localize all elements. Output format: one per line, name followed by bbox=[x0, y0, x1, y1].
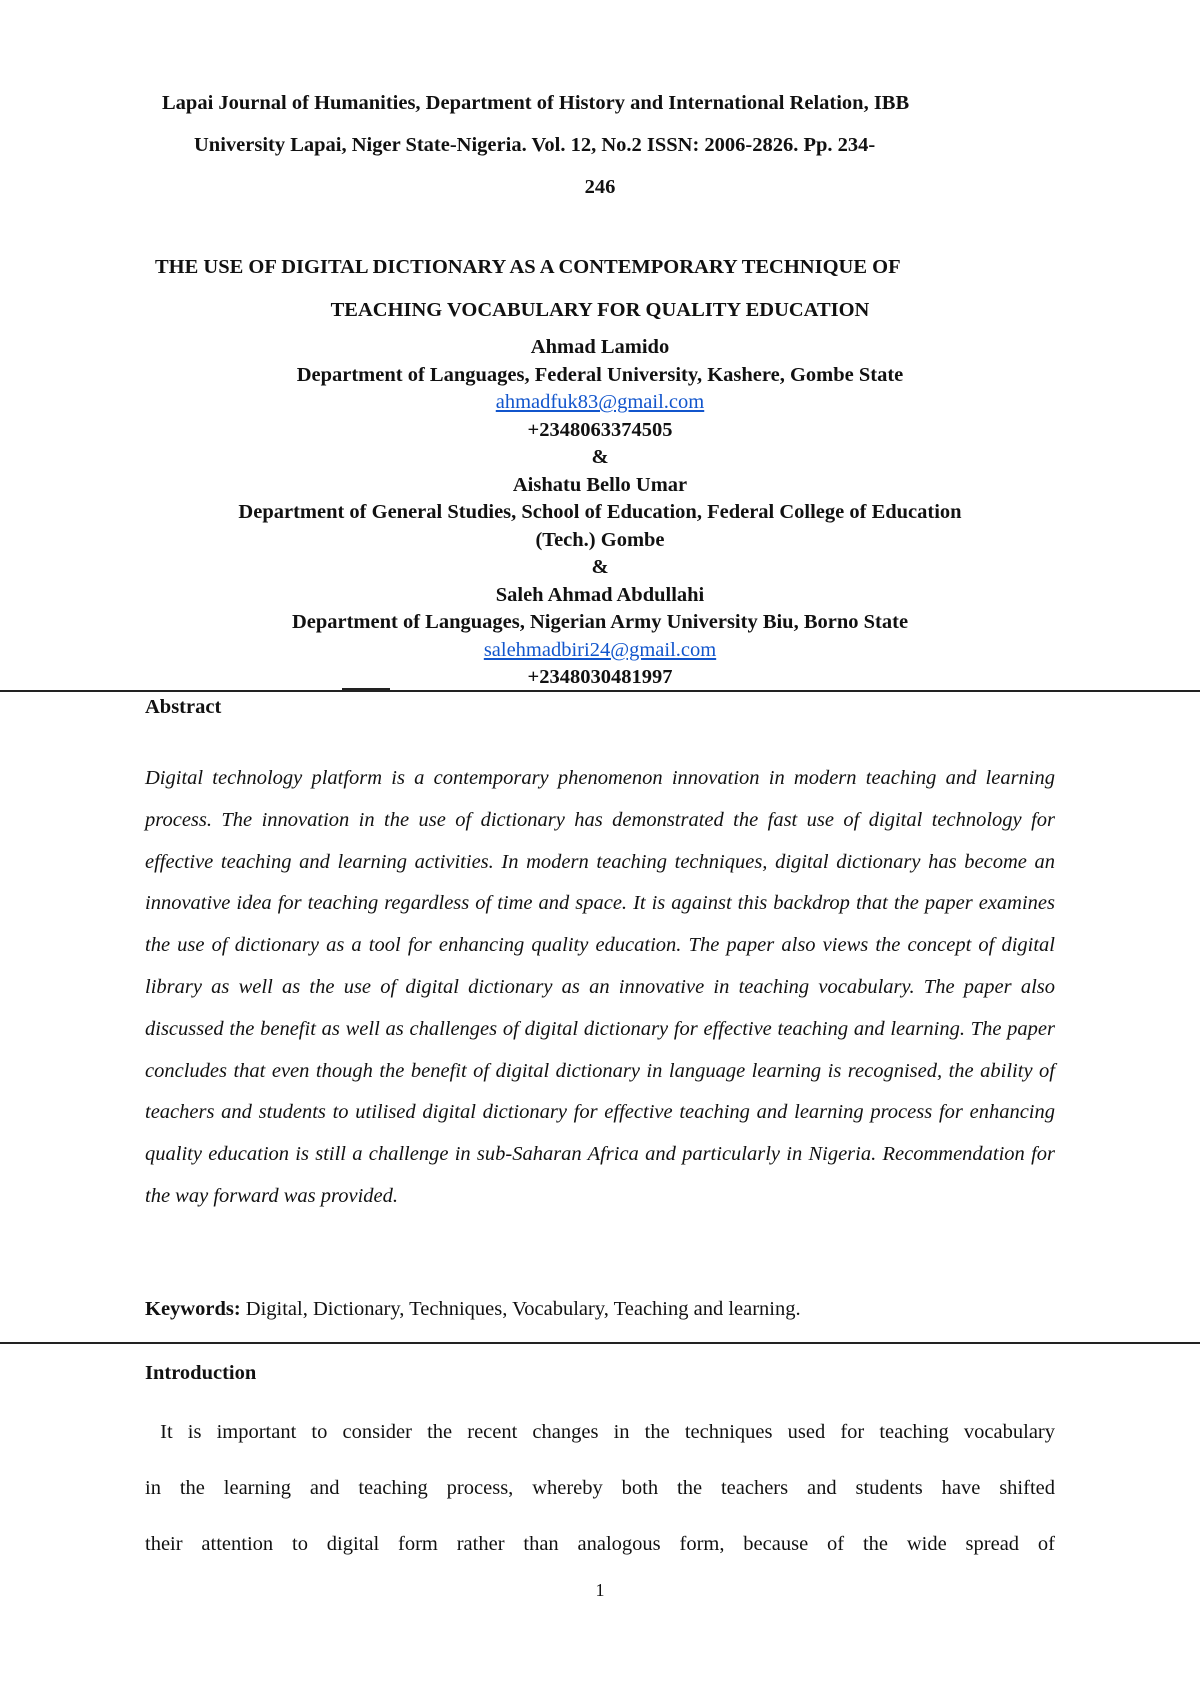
journal-header bbox=[120, 82, 1080, 208]
author-name: Saleh Ahmad Abdullahi bbox=[495, 583, 705, 606]
abstract-heading: Abstract bbox=[145, 696, 222, 718]
introduction-line: It is important to consider the recent changes in the techniques used for teaching vocabulary bbox=[145, 1421, 1055, 1443]
journal-line-3: 246 bbox=[584, 176, 616, 198]
author-phone: +2348063374505 bbox=[527, 418, 673, 441]
author-email-link[interactable]: salehmadbiri24@gmail.com bbox=[483, 638, 717, 661]
introduction-line: their attention to digital form rather than analogous form, because of the wide spread of bbox=[145, 1533, 1055, 1555]
divider-stub bbox=[342, 688, 390, 690]
keywords-text: Digital, Dictionary, Techniques, Vocabulary, Teaching and learning. bbox=[240, 1298, 801, 1320]
author-name: Ahmad Lamido bbox=[530, 336, 670, 358]
author-phone: +2348030481997 bbox=[527, 666, 673, 688]
bottom-divider bbox=[0, 1342, 1200, 1344]
author-name: Aishatu Bello Umar bbox=[512, 473, 688, 496]
author-block bbox=[120, 334, 1080, 692]
abstract-text: Digital technology platform is a contemporary phenomenon innovation in modern teaching and learning process. The innovation in the use of dictionary has demonstrated the fast use of digital technology for effective teaching and learning activities. In modern teaching techniques, digital dictionary has become an innovative idea for teaching regardless of time and space. It is against this backdrop that the paper examines the use of dictionary as a tool for enhancing quality education. The paper also views the concept of digital library as well as the use of digital dictionary as an innovative in teaching vocabulary. The paper also discussed the benefit as well as challenges of digital dictionary for effective teaching and learning. The paper concludes that even though the benefit of digital dictionary in language learning is recognised, the ability of teachers and students to utilised digital dictionary for effective teaching and learning process for enhancing quality education is still a challenge in sub-Saharan Africa and particularly in Nigeria. Recommendation for the way forward was provided. bbox=[145, 767, 1055, 1207]
introduction-heading: Introduction bbox=[145, 1362, 257, 1384]
title-line-1: THE USE OF DIGITAL DICTIONARY AS A CONTEMPORARY TECHNIQUE OF bbox=[155, 256, 901, 278]
author-separator: & bbox=[591, 446, 609, 468]
page-number: 1 bbox=[595, 1580, 605, 1600]
introduction-text bbox=[145, 1404, 1055, 1572]
author-affiliation: Department of Languages, Federal University, Kashere, Gombe State bbox=[296, 363, 904, 386]
author-affiliation: Department of General Studies, School of Education, Federal College of Education bbox=[238, 501, 962, 523]
author-email-link[interactable]: ahmadfuk83@gmail.com bbox=[495, 391, 705, 413]
author-separator: & bbox=[591, 556, 609, 578]
keywords-line bbox=[145, 1298, 1055, 1321]
author-affiliation: Department of Languages, Nigerian Army University Biu, Borno State bbox=[291, 611, 909, 633]
top-divider bbox=[0, 690, 1200, 692]
author-affiliation: (Tech.) Gombe bbox=[535, 528, 665, 551]
journal-line-1: Lapai Journal of Humanities, Department of History and International Relation, IBB bbox=[162, 92, 910, 114]
introduction-line: in the learning and teaching process, whereby both the teachers and students have shifted bbox=[145, 1477, 1055, 1499]
keywords-label: Keywords: bbox=[145, 1298, 241, 1320]
journal-line-2: University Lapai, Niger State-Nigeria. Vol. 12, No.2 ISSN: 2006-2826. Pp. 234- bbox=[194, 134, 876, 156]
paper-title bbox=[120, 246, 1080, 332]
title-line-2: TEACHING VOCABULARY FOR QUALITY EDUCATION bbox=[330, 299, 870, 321]
